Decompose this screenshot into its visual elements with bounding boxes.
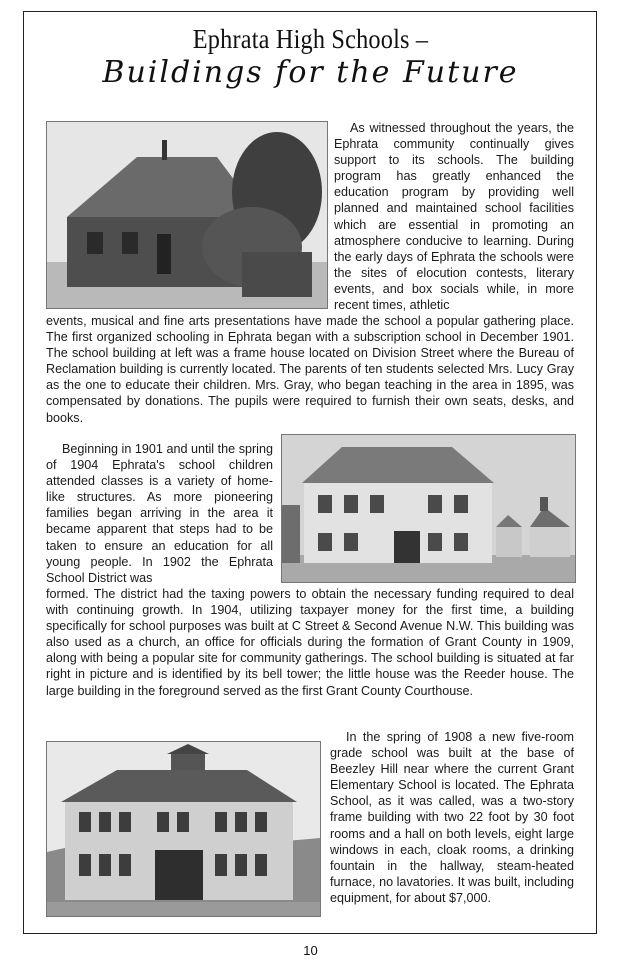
page-title: Ephrata High Schools –: [192, 24, 429, 54]
frame-house-photo: [46, 121, 328, 309]
intro-paragraph: As witnessed throughout the years, the Ephrata community continually gives support to its schools. The building program has greatly enhanced the education program by providing well planned and maintained school facilities which are essential in promoting an atmosphere conducive to learning. During the early days of Ephrata the schools were the sites of elocution contests, literary events, and box socials while, in more recent times, athletic: [334, 121, 574, 313]
grade-school-paragraph: In the spring of 1908 a new five-room grade school was built at the base of Beezley Hill near where the current Grant Elementary School is located. The Ephrata School, as it was called, was a two-story frame building with two 22 foot by 30 foot rooms and a hall on both levels, eight large windows in each, cloak rooms, a drinking fountain in the hallway, steam-heated furnace, no lavatories. It was built, including equipment, for about $7,000.: [330, 730, 574, 905]
ephrata-school-photo: [46, 741, 321, 917]
courthouse-photo: [281, 434, 576, 583]
page-number: 10: [303, 943, 318, 958]
early-schools-paragraph: Beginning in 1901 and until the spring of 1904 Ephrata's school children attended classes is a variety of home-like structures. As more pioneering families began arriving in the area it became apparent that steps had to be taken to ensure an education for all young people. In 1902 the Ephrata School District was: [46, 442, 273, 585]
intro-paragraph-continued: events, musical and fine arts presentations have made the school a popular gathering place. The first organized schooling in Ephrata began with a subscription school in December 1901. The school building at left was a frame house located on Division Street where the Bureau of Reclamation building is currently located. The parents of ten students selected Mrs. Lucy Gray as the one to educate their children. Mrs. Gray, who began teaching in the area in 1895, was compensated by donations. The pupils were required to furnish their own seats, desks, and books.: [46, 314, 574, 425]
page-subtitle: Buildings for the Future: [102, 55, 519, 90]
early-schools-paragraph-continued: formed. The district had the taxing powers to obtain the necessary funding required to deal with continuing growth. In 1904, utilizing taxpayer money for the first time, a building specifically for school purposes was built at C Street & Second Avenue N.W. This building was also used as a church, an office for officials during the formation of Grant County in 1909, along with being a popular site for community gatherings. The school building is situated at far right in picture and is identified by its bell tower; the little house was the Reeder house. The large building in the foreground served as the first Grant County Courthouse.: [46, 587, 574, 698]
